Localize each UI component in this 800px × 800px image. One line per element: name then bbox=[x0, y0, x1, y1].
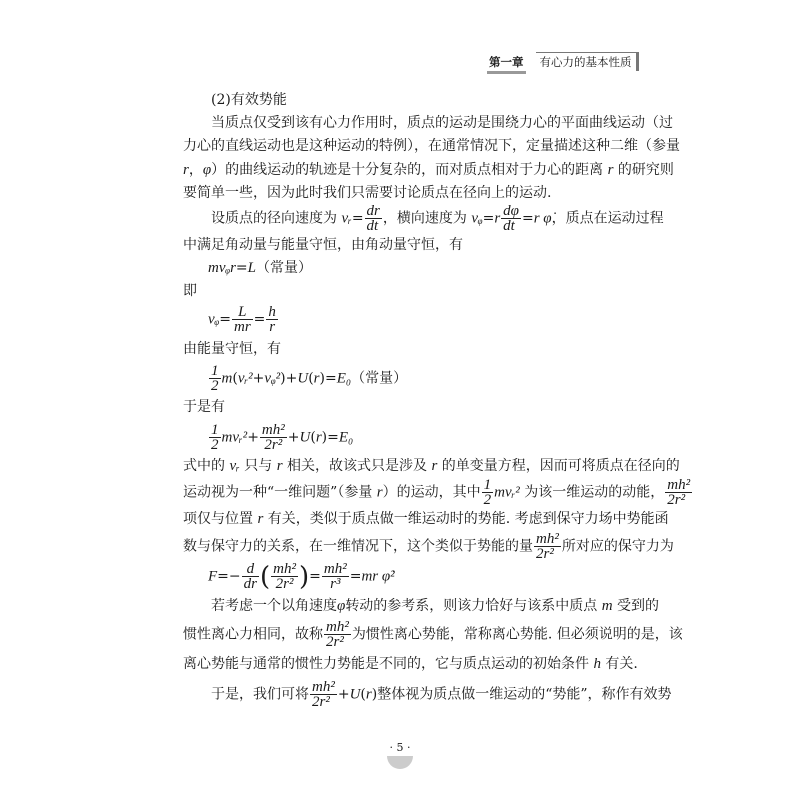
text-line bbox=[183, 282, 617, 300]
fraction-denominator: r bbox=[266, 319, 278, 333]
text-run: 即 bbox=[183, 283, 197, 299]
math-fraction bbox=[501, 205, 521, 232]
math-symbol: r bbox=[431, 458, 438, 474]
math-symbol: U bbox=[297, 370, 309, 387]
text-run: 力心的直线运动也是这种运动的特例），在通常情况下，定量描述这种二维（参量 bbox=[183, 138, 680, 154]
fraction-denominator: 2 bbox=[483, 492, 492, 508]
math-fraction bbox=[310, 681, 337, 708]
text-line bbox=[211, 597, 660, 615]
math-symbol: m bbox=[601, 598, 613, 614]
math-symbol: U bbox=[349, 686, 361, 703]
text-line bbox=[211, 679, 672, 710]
text-run: 由能量守恒，有 bbox=[183, 341, 281, 357]
math-fraction bbox=[209, 365, 221, 392]
section-title bbox=[211, 91, 617, 109]
math-symbol: mvᵣ² bbox=[221, 429, 248, 446]
text-run: 有关. bbox=[600, 656, 638, 672]
math-paren: ( bbox=[259, 561, 271, 592]
math-fraction bbox=[324, 621, 351, 648]
math-symbol: vᵩ² bbox=[264, 370, 281, 387]
page-number: · 5 · bbox=[389, 741, 411, 754]
text-run: ，质点在运动过程 bbox=[551, 210, 664, 227]
text-line bbox=[183, 184, 617, 202]
math-paren: ) bbox=[298, 561, 310, 592]
math-symbol: r bbox=[365, 686, 372, 703]
math-symbol: r bbox=[494, 210, 501, 227]
text-run: （常量） bbox=[351, 370, 408, 387]
text-run: )+ bbox=[280, 370, 298, 387]
text-run: = bbox=[482, 210, 495, 227]
fraction-numerator: h bbox=[268, 304, 276, 320]
fraction-denominator: 2r² bbox=[310, 694, 337, 708]
text-line bbox=[183, 340, 617, 358]
fraction-denominator: 2r² bbox=[534, 546, 561, 560]
equation bbox=[208, 424, 353, 451]
text-run: 当质点仅受到该有心力作用时，质点的运动是围绕力心的平面曲线运动（过 bbox=[211, 115, 673, 131]
math-fraction bbox=[260, 424, 287, 451]
math-symbol: U bbox=[299, 429, 311, 446]
text-run: ， bbox=[188, 162, 203, 178]
text-run: )整体视为质点做一维运动的“势能”，称作有效势 bbox=[371, 686, 672, 703]
text-run: 项仅与位置 bbox=[183, 511, 258, 527]
math-symbol: r bbox=[315, 429, 322, 446]
fraction-denominator: 2 bbox=[211, 437, 219, 453]
text-run: (2)有效势能 bbox=[211, 92, 287, 108]
text-run: = bbox=[349, 568, 362, 585]
chapter-label: 第一章 bbox=[487, 54, 526, 74]
fraction-numerator: mh² bbox=[536, 531, 559, 547]
text-run: 中满足角动量与能量守恒，由角动量守恒，有 bbox=[183, 237, 463, 253]
fraction-denominator: dt bbox=[501, 218, 521, 232]
text-run: 设质点的径向速度为 bbox=[211, 210, 342, 227]
text-run: 于是，我们可将 bbox=[211, 686, 309, 703]
text-line bbox=[183, 510, 669, 528]
math-symbol: mvᵣ² bbox=[494, 484, 520, 501]
text-run: 离心势能与通常的惯性力势能是不同的，它与质点运动的初始条件 bbox=[183, 656, 594, 672]
fraction-denominator: 2r² bbox=[271, 576, 298, 590]
math-fraction bbox=[242, 563, 259, 590]
text-run: 运动视为一种“一维问题”（参量 bbox=[183, 484, 377, 501]
math-fraction bbox=[365, 205, 382, 232]
text-run: ( bbox=[232, 370, 238, 387]
text-run: + bbox=[287, 429, 300, 446]
fraction-numerator: mh² bbox=[312, 679, 335, 695]
fraction-numerator: 1 bbox=[211, 422, 219, 438]
math-symbol: h bbox=[593, 656, 601, 672]
math-fraction bbox=[482, 479, 494, 506]
fraction-numerator: dφ bbox=[503, 203, 519, 219]
text-run: ( bbox=[308, 370, 314, 387]
math-symbol: vᵩ bbox=[471, 210, 483, 227]
math-symbol: m bbox=[221, 370, 233, 387]
text-run: 只与 bbox=[239, 458, 277, 474]
text-run: = bbox=[351, 210, 364, 227]
fraction-numerator: mh² bbox=[273, 561, 296, 577]
math-symbol: φ̇ bbox=[337, 598, 346, 614]
math-fraction bbox=[232, 306, 253, 333]
text-run: 为该一维运动的动能， bbox=[519, 484, 665, 501]
math-symbol: r φ̇ bbox=[533, 210, 552, 227]
math-fraction bbox=[266, 306, 278, 333]
fraction-denominator: dt bbox=[365, 218, 382, 232]
fraction-denominator: 2 bbox=[211, 378, 219, 394]
text-run: 数与保守力的关系，在一维情况下，这个类似于势能的量 bbox=[183, 538, 533, 555]
text-run: =− bbox=[217, 568, 241, 585]
equation bbox=[208, 563, 395, 590]
math-symbol: F bbox=[208, 568, 218, 585]
math-symbol: L bbox=[247, 260, 256, 276]
text-run: （常量） bbox=[255, 260, 312, 276]
fraction-numerator: mh² bbox=[667, 477, 691, 493]
math-symbol: r bbox=[257, 511, 264, 527]
text-run: 的研究则 bbox=[613, 162, 674, 178]
math-symbol: φ bbox=[202, 162, 212, 178]
math-symbol: r bbox=[276, 458, 283, 474]
text-line bbox=[183, 457, 680, 475]
text-run: 的单变量方程，因而可将质点在径向的 bbox=[437, 458, 680, 474]
text-line bbox=[183, 137, 680, 155]
text-run: )= bbox=[319, 370, 337, 387]
fraction-numerator: L bbox=[238, 304, 247, 320]
math-fraction bbox=[271, 563, 298, 590]
fraction-denominator: mr bbox=[233, 319, 251, 335]
text-run: 惯性离心力相同，故称 bbox=[183, 626, 323, 643]
running-header bbox=[487, 52, 639, 74]
text-line bbox=[183, 236, 617, 254]
text-run: 式中的 bbox=[183, 458, 230, 474]
math-fraction bbox=[209, 424, 221, 451]
fraction-numerator: mh² bbox=[261, 422, 285, 438]
fraction-numerator: dr bbox=[366, 203, 380, 219]
text-line bbox=[183, 619, 683, 650]
text-run: = bbox=[521, 210, 534, 227]
text-run: )= bbox=[321, 429, 339, 446]
fraction-numerator: mh² bbox=[323, 561, 347, 577]
equation bbox=[208, 259, 312, 277]
math-symbol: E₀ bbox=[338, 429, 354, 446]
math-symbol: vᵣ bbox=[341, 210, 352, 227]
text-run: + bbox=[337, 686, 350, 703]
text-run: 若考虑一个以角速度 bbox=[211, 598, 337, 614]
math-symbol: vᵣ² bbox=[237, 370, 253, 387]
text-run: ( bbox=[360, 686, 366, 703]
text-run: = bbox=[309, 568, 321, 585]
chapter-title: 有心力的基本性质 bbox=[536, 52, 639, 71]
text-run: 要简单一些，因为此时我们只需要讨论质点在径向上的运动. bbox=[183, 185, 552, 201]
fraction-numerator: d bbox=[246, 561, 255, 577]
equation bbox=[208, 306, 279, 333]
fraction-numerator: mh² bbox=[326, 619, 349, 635]
text-line bbox=[183, 477, 691, 508]
math-fraction bbox=[534, 533, 561, 560]
math-symbol: vᵩ bbox=[208, 311, 220, 328]
text-run: 于是有 bbox=[183, 399, 225, 415]
text-run: 为惯性离心势能，常称离心势能. 但必须说明的是，该 bbox=[351, 626, 683, 643]
fraction-denominator: 2r² bbox=[324, 634, 351, 648]
text-run: 所对应的保守力为 bbox=[561, 538, 674, 555]
text-line bbox=[211, 203, 664, 234]
fraction-numerator: 1 bbox=[483, 477, 492, 493]
text-run: = bbox=[253, 311, 266, 328]
fraction-denominator: dr bbox=[243, 576, 257, 592]
text-line bbox=[183, 655, 638, 673]
text-line bbox=[183, 398, 617, 416]
text-run: ，横向速度为 bbox=[382, 210, 472, 227]
math-fraction bbox=[322, 563, 349, 590]
text-run: 相关，故该式只是涉及 bbox=[282, 458, 432, 474]
math-symbol: r bbox=[313, 370, 320, 387]
text-run: 受到的 bbox=[612, 598, 660, 614]
text-run: = bbox=[235, 260, 248, 276]
page-number-ornament bbox=[387, 756, 413, 769]
text-run: ( bbox=[310, 429, 316, 446]
text-run: ）的曲线运动的轨迹是十分复杂的，而对质点相对于力心的距离 bbox=[211, 162, 608, 178]
text-line bbox=[211, 114, 673, 132]
text-run: 有关，类似于质点做一维运动时的势能. 考虑到保守力场中势能函 bbox=[263, 511, 669, 527]
math-symbol: E₀ bbox=[336, 370, 352, 387]
math-symbol: mvᵩr bbox=[208, 260, 236, 276]
text-run: 转动的参考系，则该力恰好与该系中质点 bbox=[345, 598, 602, 614]
math-fraction bbox=[665, 479, 692, 506]
fraction-denominator: 2r² bbox=[665, 492, 692, 506]
fraction-denominator: 2r² bbox=[260, 437, 287, 451]
math-symbol: vᵣ bbox=[229, 458, 240, 474]
math-symbol: r bbox=[183, 162, 189, 178]
text-run: ）的运动，其中 bbox=[382, 484, 481, 501]
fraction-numerator: 1 bbox=[211, 363, 219, 379]
fraction-denominator: r³ bbox=[322, 576, 349, 590]
text-run: + bbox=[252, 370, 265, 387]
equation bbox=[208, 365, 407, 392]
text-run: = bbox=[219, 311, 231, 328]
math-symbol: mr φ̇² bbox=[361, 568, 395, 585]
math-symbol: r bbox=[607, 162, 614, 178]
text-run: + bbox=[247, 429, 259, 446]
text-line bbox=[183, 531, 674, 562]
text-line bbox=[183, 161, 674, 179]
math-symbol: r bbox=[376, 484, 383, 501]
